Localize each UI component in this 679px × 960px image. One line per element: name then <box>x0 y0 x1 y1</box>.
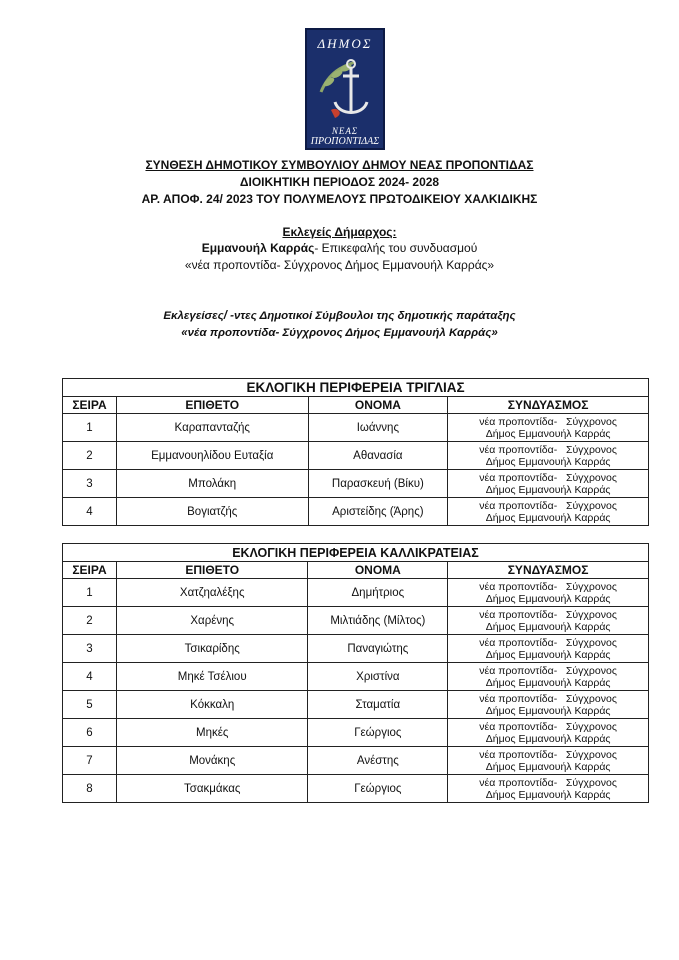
surname-cell: Μηκές <box>116 719 308 747</box>
councilors-heading: Εκλεγείσες/ -ντες Δημοτικοί Σύμβουλοι της δημοτικής παράταξης <box>163 310 516 322</box>
order-cell: 8 <box>63 775 117 803</box>
coalition-cell <box>448 775 649 803</box>
table-title: ΕΚΛΟΓΙΚΗ ΠΕΡΙΦΕΡΕΙΑ ΚΑΛΛΙΚΡΑΤΕΙΑΣ <box>63 544 649 562</box>
name-cell: Σταματία <box>308 691 448 719</box>
order-cell: 3 <box>63 635 117 663</box>
coalition-line-2: Δήμος Εμμανουήλ Καρράς <box>485 648 611 661</box>
coalition-line-1: νέα προποντίδα- Σύγχρονος <box>479 636 617 649</box>
name-cell: Αριστείδης (Άρης) <box>308 498 448 526</box>
name-cell: Γεώργιος <box>308 719 448 747</box>
column-header-surname: ΕΠΙΘΕΤΟ <box>116 397 308 414</box>
order-cell: 2 <box>63 607 117 635</box>
coalition-cell <box>448 442 649 470</box>
table-row <box>63 579 649 607</box>
table-row <box>63 775 649 803</box>
mayor-label: Εκλεγείς Δήμαρχος: <box>282 225 397 239</box>
coalition-cell <box>448 470 649 498</box>
coalition-line-1: νέα προποντίδα- Σύγχρονος <box>479 692 617 705</box>
mayor-line <box>0 241 679 255</box>
surname-cell: Μπολάκη <box>116 470 308 498</box>
column-header-order: ΣΕΙΡΑ <box>63 562 117 579</box>
name-cell: Παρασκευή (Βίκυ) <box>308 470 448 498</box>
coalition-line-2: Δήμος Εμμανουήλ Καρράς <box>485 704 611 717</box>
surname-cell: Εμμανουηλίδου Ευταξία <box>116 442 308 470</box>
name-cell: Αθανασία <box>308 442 448 470</box>
coalition-cell <box>448 635 649 663</box>
decision-number: ΑΡ. ΑΠΟΦ. 24/ 2023 ΤΟΥ ΠΟΛΥΜΕΛΟΥΣ ΠΡΩΤΟΔΙΚΕΙΟΥ ΧΑΛΚΙΔΙΚΗΣ <box>141 192 538 206</box>
coalition-line-2: Δήμος Εμμανουήλ Καρράς <box>485 427 611 440</box>
table-row <box>63 607 649 635</box>
name-cell: Ανέστης <box>308 747 448 775</box>
coalition-cell <box>448 719 649 747</box>
table-row <box>63 691 649 719</box>
coalition-line-1: νέα προποντίδα- Σύγχρονος <box>479 471 617 484</box>
administrative-period: ΔΙΟΙΚΗΤΙΚΗ ΠΕΡΙΟΔΟΣ 2024- 2028 <box>239 175 440 189</box>
coalition-cell <box>448 498 649 526</box>
district-table-triglia <box>62 378 649 526</box>
order-cell: 3 <box>63 470 117 498</box>
coalition-cell <box>448 607 649 635</box>
municipality-logo <box>305 28 385 150</box>
logo-bottom-text-2: ΠΡΟΠΟΝΤΙΔΑΣ <box>310 136 380 147</box>
name-cell: Παναγιώτης <box>308 635 448 663</box>
order-cell: 5 <box>63 691 117 719</box>
coalition-line-2: Δήμος Εμμανουήλ Καρράς <box>485 620 611 633</box>
coalition-line-1: νέα προποντίδα- Σύγχρονος <box>479 443 617 456</box>
surname-cell: Μηκέ Τσέλιου <box>116 663 308 691</box>
surname-cell: Καραπανταζής <box>116 414 308 442</box>
coalition-line-1: νέα προποντίδα- Σύγχρονος <box>479 664 617 677</box>
document-title: ΣΥΝΘΕΣΗ ΔΗΜΟΤΙΚΟΥ ΣΥΜΒΟΥΛΙΟΥ ΔΗΜΟΥ ΝΕΑΣ ΠΡΟΠΟΝΤΙΔΑΣ <box>145 158 534 172</box>
coalition-cell <box>448 747 649 775</box>
coalition-line-2: Δήμος Εμμανουήλ Καρράς <box>485 732 611 745</box>
order-cell: 2 <box>63 442 117 470</box>
column-header-order: ΣΕΙΡΑ <box>63 397 117 414</box>
district-table-kallikrateia <box>62 543 649 803</box>
coalition-line-1: νέα προποντίδα- Σύγχρονος <box>479 415 617 428</box>
councilors-coalition: «νέα προποντίδα- Σύγχρονος Δήμος Εμμανουήλ Καρράς» <box>181 327 498 339</box>
surname-cell: Κόκκαλη <box>116 691 308 719</box>
coalition-line-2: Δήμος Εμμανουήλ Καρράς <box>485 511 611 524</box>
coalition-line-1: νέα προποντίδα- Σύγχρονος <box>479 720 617 733</box>
coalition-line-2: Δήμος Εμμανουήλ Καρράς <box>485 788 611 801</box>
coalition-line-2: Δήμος Εμμανουήλ Καρράς <box>485 592 611 605</box>
coalition-cell <box>448 663 649 691</box>
surname-cell: Χαρένης <box>116 607 308 635</box>
name-cell: Ιωάννης <box>308 414 448 442</box>
surname-cell: Τσακμάκας <box>116 775 308 803</box>
order-cell: 1 <box>63 414 117 442</box>
surname-cell: Βογιατζής <box>116 498 308 526</box>
table-row <box>63 663 649 691</box>
surname-cell: Χατζηαλέξης <box>116 579 308 607</box>
coalition-line-2: Δήμος Εμμανουήλ Καρράς <box>485 483 611 496</box>
mayor-role: - Επικεφαλής του συνδυασμού <box>314 241 478 255</box>
coalition-cell <box>448 414 649 442</box>
order-cell: 6 <box>63 719 117 747</box>
table-row <box>63 414 649 442</box>
column-header-name: ΟΝΟΜΑ <box>308 397 448 414</box>
coalition-cell <box>448 691 649 719</box>
order-cell: 4 <box>63 663 117 691</box>
name-cell: Δημήτριος <box>308 579 448 607</box>
table-row <box>63 442 649 470</box>
table-title: ΕΚΛΟΓΙΚΗ ΠΕΡΙΦΕΡΕΙΑ ΤΡΙΓΛΙΑΣ <box>63 379 649 397</box>
coalition-line-2: Δήμος Εμμανουήλ Καρράς <box>485 455 611 468</box>
mayor-coalition: «νέα προποντίδα- Σύγχρονος Δήμος Εμμανουήλ Καρράς» <box>184 258 495 272</box>
column-header-surname: ΕΠΙΘΕΤΟ <box>116 562 308 579</box>
surname-cell: Μονάκης <box>116 747 308 775</box>
column-header-coalition: ΣΥΝΔΥΑΣΜΟΣ <box>448 562 649 579</box>
order-cell: 4 <box>63 498 117 526</box>
name-cell: Μιλτιάδης (Μίλτος) <box>308 607 448 635</box>
logo-bottom-text-1: ΝΕΑΣ <box>331 126 359 136</box>
coalition-line-2: Δήμος Εμμανουήλ Καρράς <box>485 676 611 689</box>
coalition-line-1: νέα προποντίδα- Σύγχρονος <box>479 608 617 621</box>
name-cell: Χριστίνα <box>308 663 448 691</box>
coalition-line-1: νέα προποντίδα- Σύγχρονος <box>479 580 617 593</box>
column-header-name: ΟΝΟΜΑ <box>308 562 448 579</box>
name-cell: Γεώργιος <box>308 775 448 803</box>
anchor-icon <box>315 52 377 124</box>
table-row <box>63 498 649 526</box>
order-cell: 1 <box>63 579 117 607</box>
surname-cell: Τσικαρίδης <box>116 635 308 663</box>
coalition-line-2: Δήμος Εμμανουήλ Καρράς <box>485 760 611 773</box>
coalition-line-1: νέα προποντίδα- Σύγχρονος <box>479 776 617 789</box>
coalition-line-1: νέα προποντίδα- Σύγχρονος <box>479 499 617 512</box>
mayor-name: Εμμανουήλ Καρράς <box>201 241 315 255</box>
table-row <box>63 635 649 663</box>
table-row <box>63 747 649 775</box>
order-cell: 7 <box>63 747 117 775</box>
column-header-coalition: ΣΥΝΔΥΑΣΜΟΣ <box>448 397 649 414</box>
table-row <box>63 719 649 747</box>
coalition-cell <box>448 579 649 607</box>
logo-top-text: ΔΗΜΟΣ <box>317 36 373 51</box>
table-row <box>63 470 649 498</box>
coalition-line-1: νέα προποντίδα- Σύγχρονος <box>479 748 617 761</box>
